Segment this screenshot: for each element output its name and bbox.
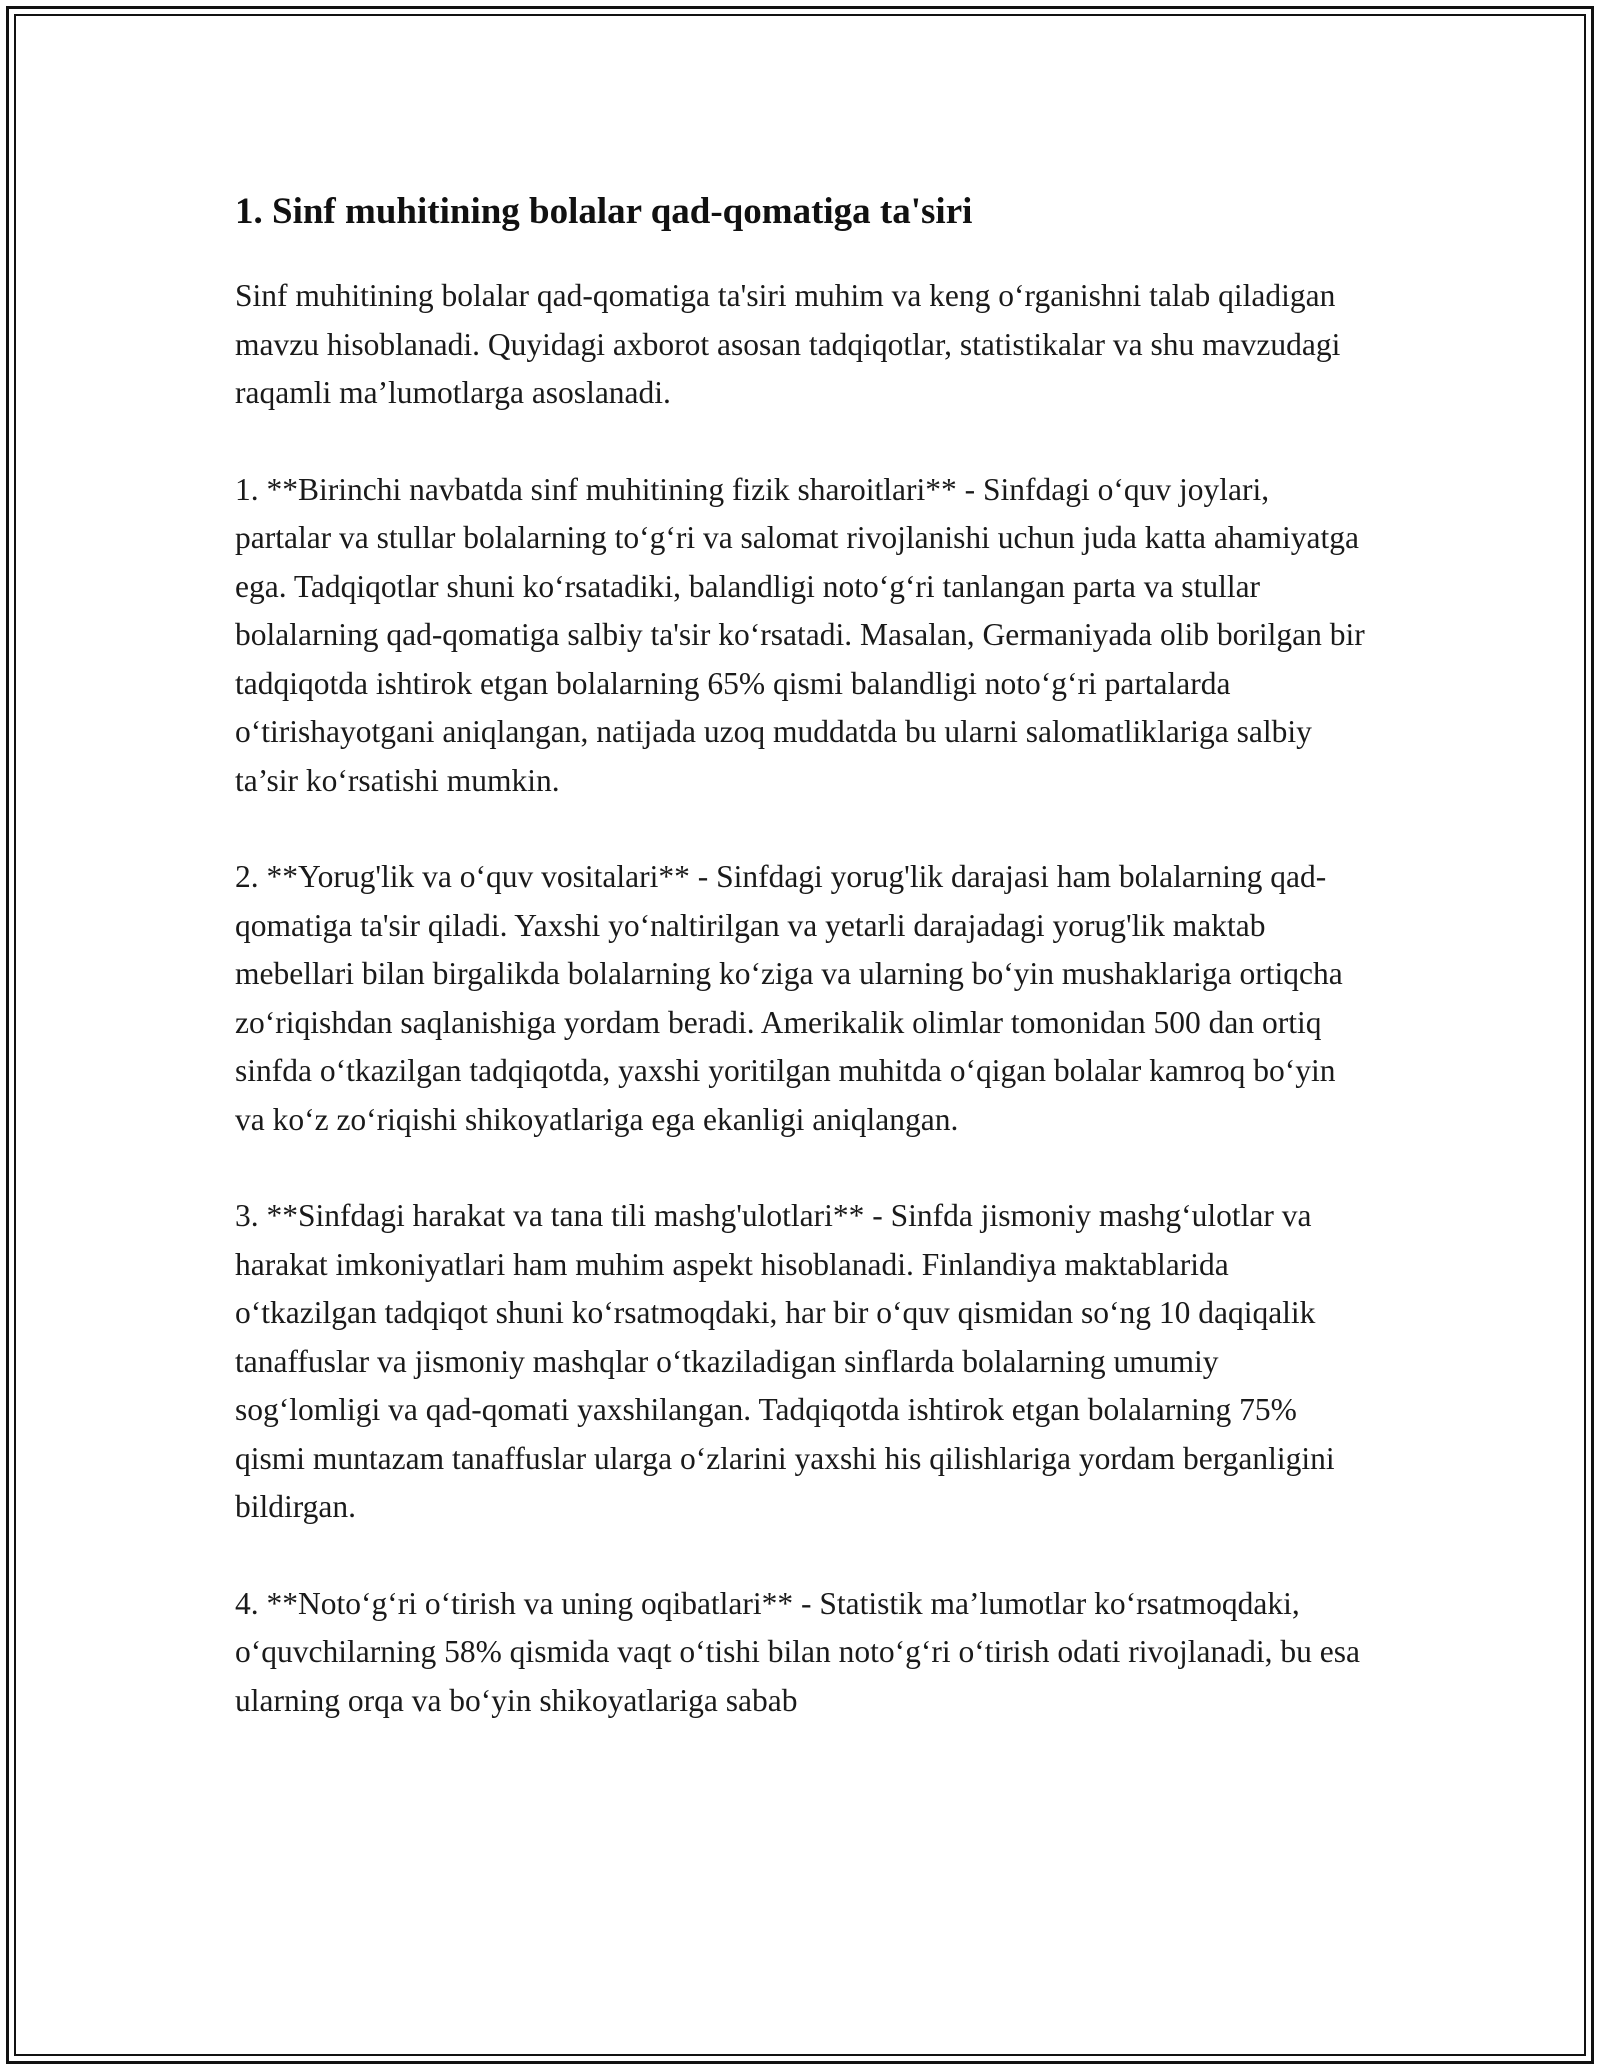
section-heading: 1. Sinf muhitining bolalar qad-qomatiga ta'siri	[235, 191, 973, 232]
paragraph-lighting: 2. **Yorug'lik va o‘quv vositalari** - Sinfdagi yorug'lik darajasi ham bolalarning qad-qomatiga ta'sir qiladi. Yaxshi yo‘naltirilgan va yetarli darajadagi yorug'lik maktab mebellari bilan birgalikda bolalarning ko‘ziga va ularning bo‘yin mushaklariga ortiqcha zo‘riqishdan saqlanishiga yordam beradi. Amerikalik olimlar tomonidan 500 dan ortiq sinfda o‘tkazilgan tadqiqotda, yaxshi yoritilgan muhitda o‘qigan bolalar kamroq bo‘yin va ko‘z zo‘riqishi shikoyatlariga ega ekanligi aniqlangan.	[235, 859, 1343, 1137]
paragraph-movement: 3. **Sinfdagi harakat va tana tili mashg'ulotlari** - Sinfda jismoniy mashg‘ulotlar va harakat imkoniyatlari ham muhim aspekt hisoblanadi. Finlandiya maktablarida o‘tkazilgan tadqiqot shuni ko‘rsatmoqdaki, har bir o‘quv qismidan so‘ng 10 daqiqalik tanaffuslar va jismoniy mashqlar o‘tkaziladigan sinflarda bolalarning umumiy sog‘lomligi va qad-qomati yaxshilangan. Tadqiqotda ishtirok etgan bolalarning 75% qismi muntazam tanaffuslar ularga o‘zlarini yaxshi his qilishlariga yordam berganligini bildirgan.	[235, 1198, 1335, 1524]
paragraph-posture: 4. **Noto‘g‘ri o‘tirish va uning oqibatlari** - Statistik ma’lumotlar ko‘rsatmoqdaki, o‘quvchilarning 58% qismida vaqt o‘tishi bilan noto‘g‘ri o‘tirish odati rivojlanadi, bu esa ularning orqa va bo‘yin shikoyatlariga sabab	[235, 1585, 1361, 1718]
document-body	[235, 186, 1370, 1773]
intro-paragraph: Sinf muhitining bolalar qad-qomatiga ta'siri muhim va keng o‘rganishni talab qiladigan mavzu hisoblanadi. Quyidagi axborot asosan tadqiqotlar, statistikalar va shu mavzudagi raqamli ma’lumotlarga asoslanadi.	[235, 278, 1341, 410]
paragraph-physical-conditions: 1. **Birinchi navbatda sinf muhitining fizik sharoitlari** - Sinfdagi o‘quv joylari, partalar va stullar bolalarning to‘g‘ri va salomat rivojlanishi uchun juda katta ahamiyatga ega. Tadqiqotlar shuni ko‘rsatadiki, balandligi noto‘g‘ri tanlangan parta va stullar bolalarning qad-qomatiga salbiy ta'sir ko‘rsatadi. Masalan, Germaniyada olib borilgan bir tadqiqotda ishtirok etgan bolalarning 65% qismi balandligi noto‘g‘ri partalarda o‘tirishayotgani aniqlangan, natijada uzoq muddatda bu ularni salomatliklariga salbiy ta’sir ko‘rsatishi mumkin.	[235, 471, 1365, 798]
